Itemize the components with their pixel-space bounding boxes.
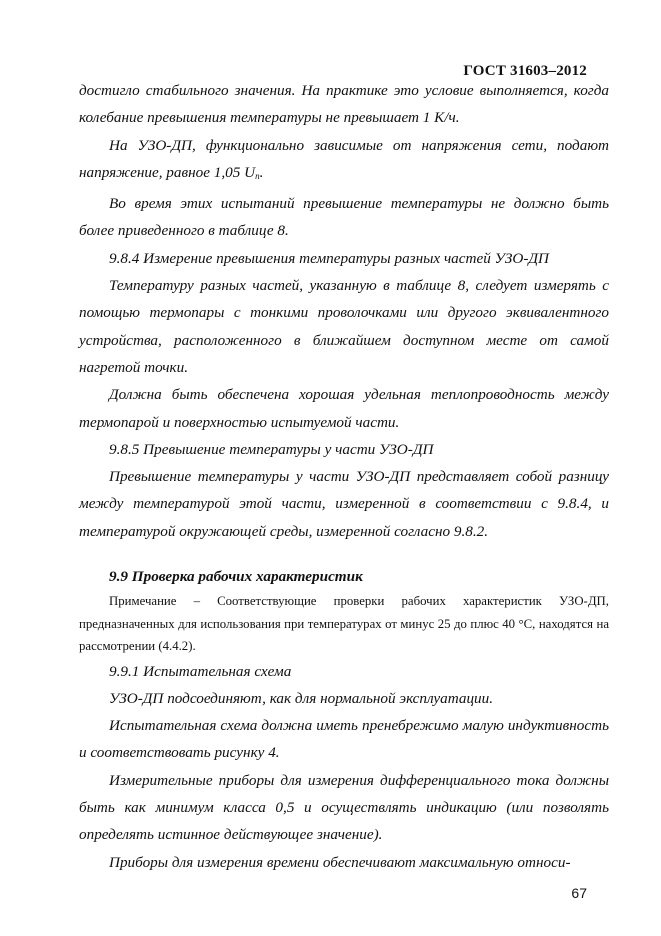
paragraph-11: Испытательная схема должна иметь пренебрежимо малую индуктивность и соответствовать рисунку 4. xyxy=(79,717,609,762)
section-9-9-1-title: 9.9.1 Испытательная схема xyxy=(109,662,292,680)
paragraph-1: достигло стабильного значения. На практике это условие выполняется, когда колебание превышения температуры не превышает 1 К/ч. xyxy=(79,82,609,127)
section-9-8-4-title: 9.8.4 Измерение превышения температуры разных частей УЗО-ДП xyxy=(109,249,550,267)
paragraph-12: Измерительные приборы для измерения дифференциального тока должны быть как минимум класса 0,5 и осуществлять индикацию (или позволять определять истинное действующее значение). xyxy=(79,771,609,844)
standard-header: ГОСТ 31603–2012 xyxy=(463,63,587,79)
paragraph-2-subscript: n xyxy=(255,170,260,181)
paragraph-3: Во время этих испытаний превышение температуры не должно быть более приведенного в таблице 8. xyxy=(79,195,609,240)
paragraph-5: Температуру разных частей, указанную в таблице 8, следует измерять с помощью термопары с тонкими проволочками или другого эквивалентного устройства, расположенного в ближайшем доступном месте от самой нагретой точки. xyxy=(79,277,609,376)
paragraph-2-end: . xyxy=(259,163,264,181)
paragraph-13: Приборы для измерения времени обеспечивают максимальную относи- xyxy=(109,853,571,871)
section-9-9-heading: 9.9 Проверка рабочих характеристик xyxy=(109,568,363,586)
paragraph-10: УЗО-ДП подсоединяют, как для нормальной эксплуатации. xyxy=(109,689,494,707)
paragraph-2-text: На УЗО-ДП, функционально зависимые от напряжения сети, подают напряжение, равное 1,05 U xyxy=(79,136,609,181)
paragraph-6: Должна быть обеспечена хорошая удельная теплопроводность между термопарой и поверхностью испытуемой части. xyxy=(79,386,609,431)
paragraph-8: Превышение температуры у части УЗО-ДП представляет собой разницу между температурой этой части, измеренной в соответствии с 9.8.4, и температурой окружающей среды, измеренной согласно 9.8.2. xyxy=(79,468,609,540)
page-content xyxy=(79,77,609,876)
paragraph-2 xyxy=(79,132,609,191)
section-9-8-5-title: 9.8.5 Превышение температуры у части УЗО-ДП xyxy=(109,440,434,458)
page-number: 67 xyxy=(571,885,587,901)
note: Примечание – Соответствующие проверки рабочих характеристик УЗО-ДП, предназначенных для использования при температурах от минус 25 до плюс 40 °С, находятся на рассмотрении (4.4.2). xyxy=(79,594,609,654)
